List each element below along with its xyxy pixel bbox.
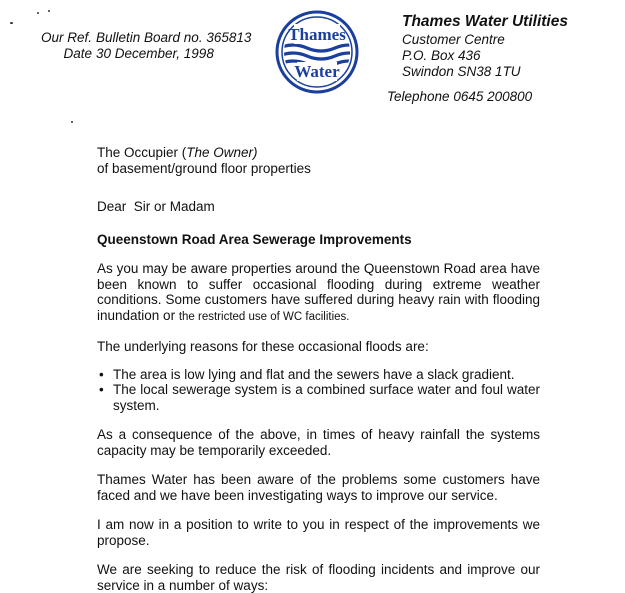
address-line: Swindon SN38 1TU <box>402 64 521 79</box>
scan-speck <box>48 10 50 12</box>
scan-speck <box>37 12 39 14</box>
recipient-occupier: The Occupier ( <box>97 145 187 160</box>
list-item <box>97 382 540 413</box>
company-block <box>402 12 568 80</box>
scan-speck <box>10 22 13 24</box>
bullet-icon: • <box>99 366 104 382</box>
paragraph-3: As a consequence of the above, in times of heavy rainfall the systems capacity may be temporarily exceeded. <box>97 427 540 458</box>
reference-value: Bulletin Board no. 365813 <box>96 30 252 45</box>
scan-speck <box>71 121 73 123</box>
address-line: Customer Centre <box>402 32 505 47</box>
reference-block <box>38 30 251 62</box>
list-item <box>97 367 540 383</box>
paragraph-2: The underlying reasons for these occasional floods are: <box>97 339 429 354</box>
recipient-owner: The Owner) <box>186 145 258 160</box>
paragraph-1-text: As you may be aware properties around the Queenstown Road area have been known to suffer occasional flooding during extreme weather conditions. Some customers have suffered during heavy rain with flooding inundation or <box>97 261 540 323</box>
date-value: 30 December, 1998 <box>96 46 214 61</box>
logo-word-thames: Thames <box>288 25 346 44</box>
salutation: Dear Sir or Madam <box>97 199 215 214</box>
paragraph-1-tail: the restricted use of WC facilities. <box>178 310 350 323</box>
date-label: Date <box>63 46 92 61</box>
letter-body <box>97 145 540 593</box>
reference-row <box>38 30 251 46</box>
telephone: Telephone 0645 200800 <box>387 89 533 104</box>
thames-water-logo-graphic <box>275 10 359 94</box>
address-line: P.O. Box 436 <box>402 48 481 63</box>
company-name: Thames Water Utilities <box>402 13 568 30</box>
paragraph-6: We are seeking to reduce the risk of flooding incidents and improve our service in a number of ways: <box>97 562 540 593</box>
subject-heading: Queenstown Road Area Sewerage Improvements <box>97 231 412 247</box>
list-item-text: The area is low lying and flat and the sewers have a slack gradient. <box>113 366 515 382</box>
date-row <box>38 46 251 62</box>
paragraph-1 <box>97 261 540 325</box>
logo-word-water: Water <box>294 62 340 81</box>
list-item-text: The local sewerage system is a combined surface water and foul water system. <box>113 382 540 413</box>
reasons-list <box>97 367 540 414</box>
recipient-line-1 <box>97 145 540 161</box>
bullet-icon: • <box>99 382 104 397</box>
thames-water-logo <box>275 10 359 94</box>
paragraph-4: Thames Water has been aware of the problems some customers have faced and we have been investigating ways to improve our service. <box>97 472 540 503</box>
paragraph-5: I am now in a position to write to you in respect of the improvements we propose. <box>97 517 540 548</box>
reference-label: Our Ref. <box>40 30 92 45</box>
recipient-line-2: of basement/ground floor properties <box>97 160 311 176</box>
